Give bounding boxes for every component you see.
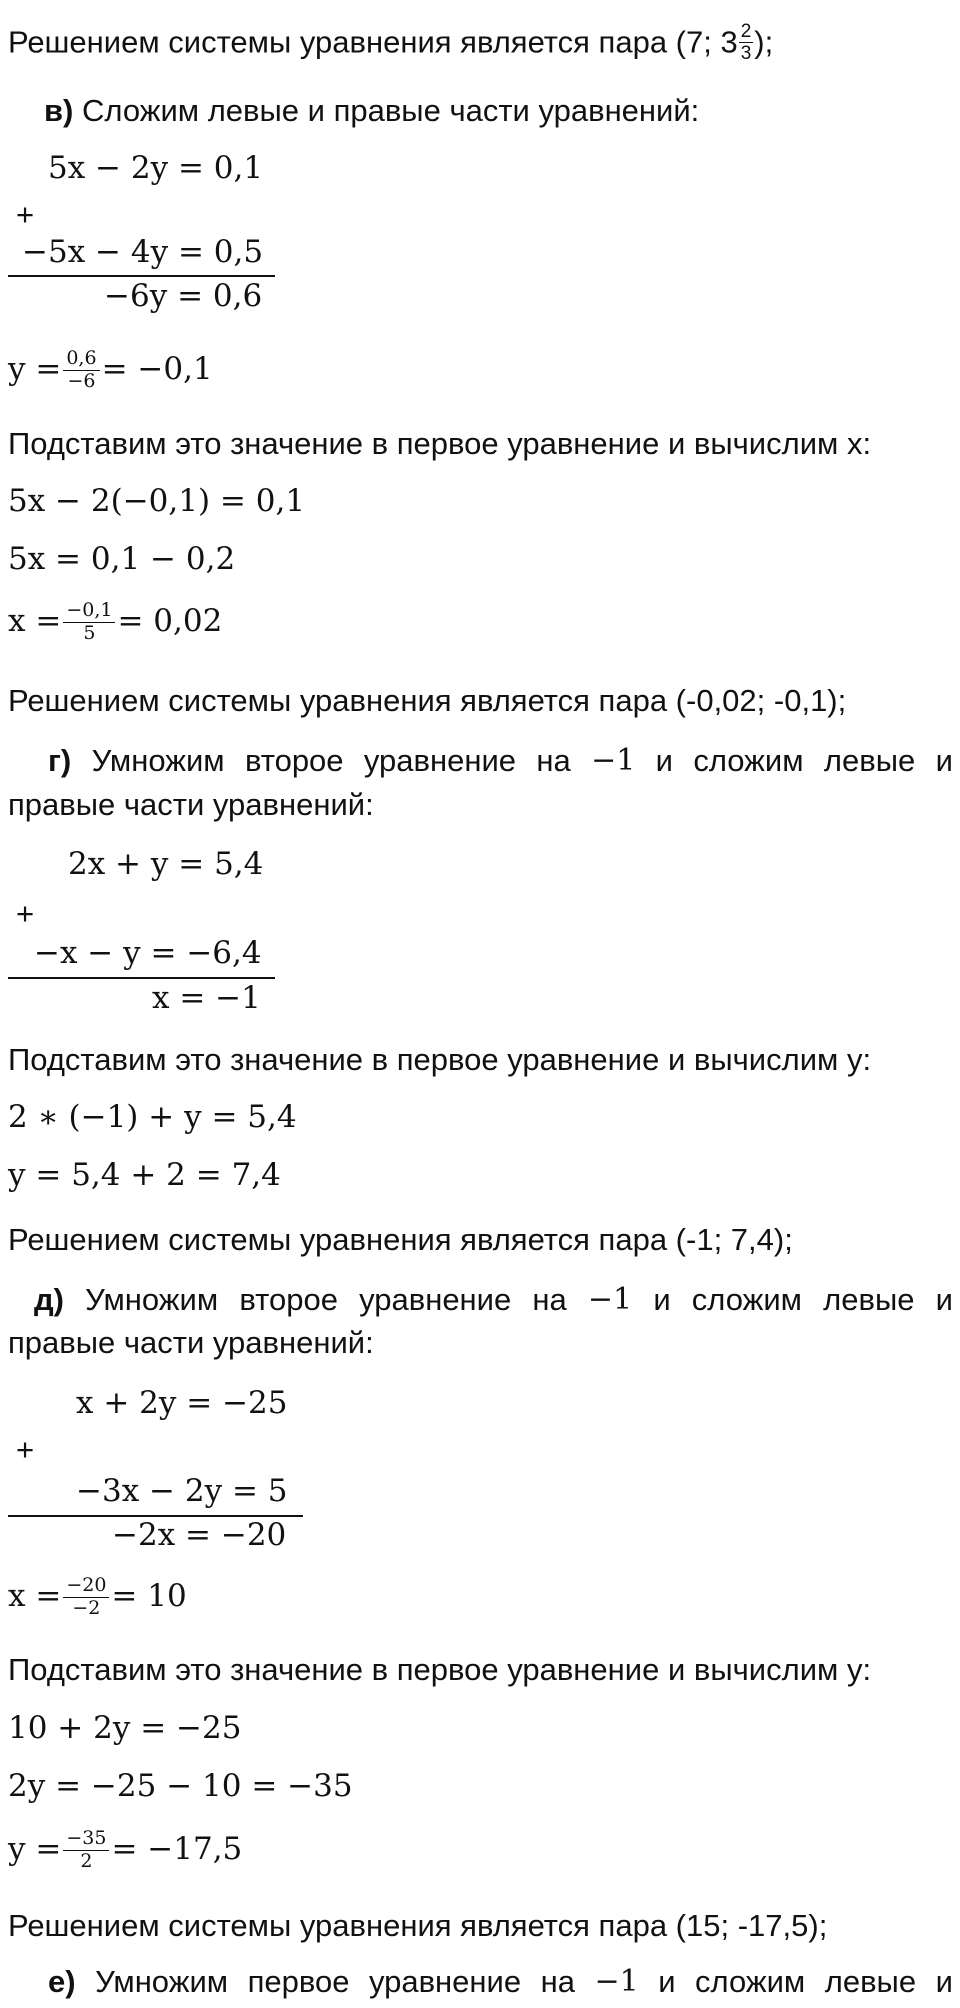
part-d-intro-cont: правые части уравнений: — [8, 1325, 374, 1360]
d-y-fraction — [63, 1829, 109, 1872]
word: на — [540, 1964, 575, 1999]
word: и — [935, 743, 953, 778]
answer-d: Решением системы уравнения является пара (15; -17,5); — [8, 1908, 828, 1943]
word: левые — [824, 1964, 917, 1999]
word: −1 — [591, 743, 636, 778]
g-step-1: 2 ∗ (−1) + y = 5,4 — [8, 1099, 297, 1135]
g-equation-1: 2x + y = 5,4 — [68, 846, 264, 882]
word: и — [935, 1282, 953, 1317]
v-plus-sign: + — [16, 197, 35, 232]
fraction-denominator: −2 — [72, 1596, 101, 1619]
fraction-numerator: −0,1 — [63, 601, 115, 623]
word: и — [658, 1964, 676, 1999]
v-x-result: = 0,02 — [117, 602, 223, 639]
fraction-two-thirds — [739, 22, 754, 63]
fraction-denominator: 2 — [80, 1849, 93, 1872]
part-v-text: Сложим левые и правые части уравнений: — [82, 93, 700, 128]
v-x-fraction — [63, 601, 115, 644]
word: второе — [244, 743, 344, 778]
word: на — [536, 743, 571, 778]
fraction-numerator: 2 — [740, 21, 752, 42]
g-equation-2: −x − y = −6,4 — [34, 935, 262, 971]
d-y-result: = −17,5 — [111, 1830, 243, 1867]
v-step-1: 5x − 2(−0,1) = 0,1 — [8, 483, 306, 519]
d-equation-1: x + 2y = −25 — [76, 1385, 288, 1421]
word: Умножим — [85, 1282, 219, 1317]
d-x-expression — [8, 1576, 187, 1619]
word: Умножим — [95, 1964, 229, 1999]
word: на — [532, 1282, 567, 1317]
v-sum: −6y = 0,6 — [104, 278, 263, 314]
g-sum: x = −1 — [152, 980, 261, 1016]
word: и — [935, 1964, 953, 1999]
word: первое — [247, 1964, 350, 1999]
g-substitute-text: Подставим это значение в первое уравнение и вычислим y: — [8, 1042, 872, 1077]
word: уравнение — [363, 743, 517, 778]
d-y-lhs: y = — [8, 1830, 62, 1867]
d-y-expression — [8, 1829, 242, 1872]
fraction-numerator: 0,6 — [63, 349, 99, 371]
g-step-2: y = 5,4 + 2 = 7,4 — [8, 1157, 281, 1193]
answer-b — [8, 21, 774, 65]
part-e-intro — [8, 1964, 953, 2000]
g-plus-sign: + — [16, 896, 35, 931]
word: сложим — [693, 743, 804, 778]
fraction-denominator: 3 — [740, 43, 752, 64]
word: уравнение — [359, 1282, 512, 1317]
d-x-result: = 10 — [111, 1577, 187, 1614]
v-y-fraction — [63, 349, 99, 392]
word: левые — [823, 1282, 915, 1317]
v-substitute-text: Подставим это значение в первое уравнение и вычислим x: — [8, 426, 872, 461]
d-step-2: 2y = −25 − 10 = −35 — [8, 1768, 353, 1804]
v-equation-1: 5x − 2y = 0,1 — [48, 150, 264, 186]
v-equation-2: −5x − 4y = 0,5 — [22, 234, 264, 270]
word: левые — [823, 743, 916, 778]
part-e-label: е) — [48, 1964, 76, 1999]
answer-b-close: ); — [754, 24, 774, 60]
word: и — [655, 743, 673, 778]
d-plus-sign: + — [16, 1432, 35, 1467]
word: сложим — [691, 1282, 802, 1317]
d-x-lhs: x = — [8, 1577, 62, 1614]
v-x-lhs: x = — [8, 602, 62, 639]
d-step-1: 10 + 2y = −25 — [8, 1710, 242, 1746]
word: −1 — [594, 1964, 639, 1999]
g-sum-line — [8, 977, 275, 979]
part-g-intro-cont: правые части уравнений: — [8, 787, 374, 822]
v-y-lhs: y = — [8, 350, 62, 387]
word: второе — [239, 1282, 338, 1317]
part-v-intro — [44, 93, 699, 129]
fraction-denominator: 5 — [83, 621, 96, 644]
answer-g: Решением системы уравнения является пара (-1; 7,4); — [8, 1222, 793, 1257]
v-step-2: 5x = 0,1 − 0,2 — [8, 541, 236, 577]
fraction-numerator: −20 — [63, 1576, 109, 1598]
d-x-fraction — [63, 1576, 109, 1619]
v-sum-line — [8, 275, 275, 277]
fraction-denominator: −6 — [67, 369, 96, 392]
v-y-result: = −0,1 — [101, 350, 213, 387]
part-g-label: г) — [48, 743, 72, 778]
fraction-numerator: −35 — [63, 1829, 109, 1851]
word: Умножим — [91, 743, 225, 778]
v-y-expression — [8, 349, 213, 392]
v-x-expression — [8, 601, 222, 644]
part-d-intro — [8, 1282, 953, 1318]
d-equation-2: −3x − 2y = 5 — [76, 1473, 288, 1509]
part-d-label: д) — [34, 1282, 65, 1317]
part-g-intro — [8, 743, 953, 779]
word: сложим — [695, 1964, 806, 1999]
d-sum: −2x = −20 — [112, 1517, 287, 1553]
word: и — [653, 1282, 671, 1317]
part-v-label: в) — [44, 93, 74, 128]
answer-v: Решением системы уравнения является пара (-0,02; -0,1); — [8, 683, 847, 718]
d-substitute-text: Подставим это значение в первое уравнение и вычислим y: — [8, 1652, 872, 1687]
word: −1 — [587, 1282, 633, 1317]
answer-b-text: Решением системы уравнения является пара (7; 3 — [8, 24, 738, 60]
word: уравнение — [368, 1964, 522, 1999]
